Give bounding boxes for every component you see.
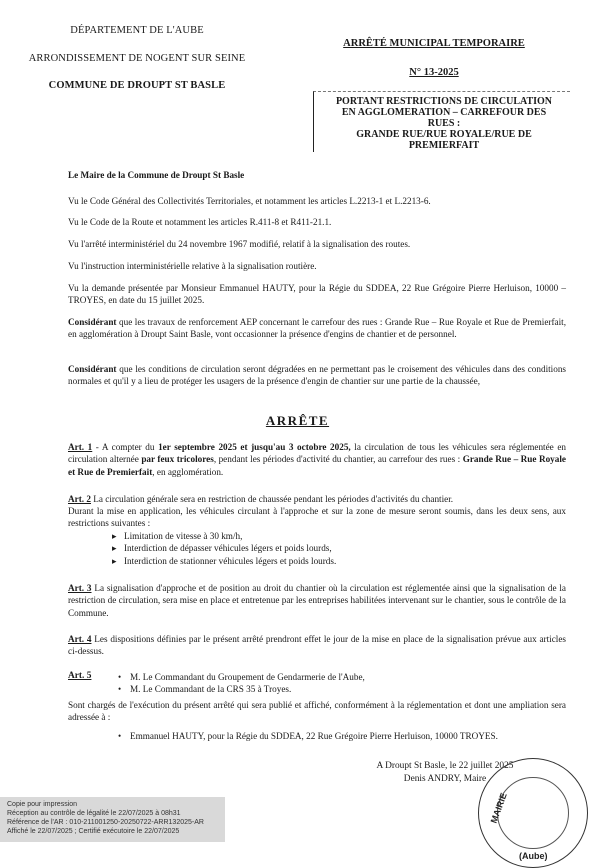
article-label: Art. 1: [68, 442, 93, 452]
article-text: La signalisation d'approche et de position au droit du chantier où la circulation est réglementée ainsi que la signalisation de la restriction de circulation, sera mise en place et entretenue par les entreprises habilitées intervenant sur le chantier, sous le contrôle de la Commune.: [68, 583, 566, 618]
article-text: La circulation générale sera en restriction de chaussée pendant les périodes d'activités du chantier.: [90, 494, 454, 504]
article-3: [68, 582, 566, 619]
vu-paragraph: Vu la demande présentée par Monsieur Emmanuel HAUTY, pour la Régie du SDDEA, 22 Rue Grégoire Pierre Herluison, 10000 – TROYES, en date du 15 juillet 2025.: [68, 283, 566, 306]
article-5-text: Sont chargés de l'exécution du présent arrêté qui sera publié et affiché, conformément à la réglementation et dont une ampliation sera adressée à :: [68, 700, 566, 723]
subject-line: RUES :: [427, 118, 461, 129]
signature-name: Denis ANDRY, Maire: [403, 774, 487, 784]
mayor-heading: Le Maire de la Commune de Droupt St Basle: [68, 170, 245, 180]
document-type: ARRÊTÉ MUNICIPAL TEMPORAIRE: [343, 38, 525, 49]
signature-place-date: A Droupt St Basle, le 22 juillet 2025: [376, 761, 514, 771]
footer-line: Réception au contrôle de légalité le 22/07/2025 à 08h31: [7, 810, 181, 817]
considerant-lead: Considérant: [68, 317, 117, 327]
article-4: [68, 633, 566, 658]
article-5-label: [68, 671, 91, 681]
list-item: ▸ Limitation de vitesse à 30 km/h,: [112, 530, 562, 542]
stamp-text: MAIRIE: [488, 791, 509, 825]
article-5-recipient: [118, 730, 566, 742]
arrondissement-title: ARRONDISSEMENT DE NOGENT SUR SEINE: [28, 53, 246, 64]
arrete-title: ARRÊTE: [265, 413, 330, 428]
footer-line: Copie pour impression: [7, 801, 78, 808]
list-item: • Emmanuel HAUTY, pour la Régie du SDDEA, 22 Rue Grégoire Pierre Herluison, 10000 TROYES.: [118, 730, 566, 742]
legality-footer: [0, 797, 225, 842]
article-text: , en agglomération.: [152, 466, 224, 477]
article-label: Art. 5: [68, 671, 92, 681]
footer-line: Affiché le 22/07/2025 ; Certifié exécutoire le 22/07/2025: [7, 828, 180, 835]
commune-title: COMMUNE DE DROUPT ST BASLE: [48, 80, 226, 91]
considerant-text: que les travaux de renforcement AEP concernant le carrefour des rues : Grande Rue – Rue Royale et Rue de Premierfait, en agglomération à Droupt Saint Basle, vont occasionner la présence d'engins de chantier et de personnel.: [68, 317, 566, 340]
considerant-paragraph: [68, 363, 566, 388]
stamp-text: (Aube): [519, 851, 548, 861]
article-text: - A compter du: [92, 442, 159, 452]
article-text: la circulation de tous les véhicules sera réglementée en circulation alternée: [68, 442, 566, 465]
vu-paragraph: Vu l'arrêté interministériel du 24 novembre 1967 modifié, relatif à la signalisation des routes.: [68, 239, 411, 249]
list-item: ▸ Interdiction de stationner véhicules légers et poids lourds.: [112, 555, 562, 567]
vu-paragraph: Vu le Code Général des Collectivités Territoriales, et notamment les articles L.2213-1 et L.2213-6.: [68, 196, 431, 206]
vu-paragraph: Vu le Code de la Route et notamment les articles R.411-8 et R411-21.1.: [68, 217, 332, 227]
article-1: [68, 441, 566, 478]
list-item: ▸ Interdiction de dépasser véhicules légers et poids lourds,: [112, 542, 562, 554]
subject-line: PORTANT RESTRICTIONS DE CIRCULATION: [335, 96, 553, 107]
considerant-text: que les conditions de circulation seront dégradées en ne permettant pas le croisement des véhicules dans des conditions normales et qu'il y a lieu de protéger les usagers de la présence d'engin de chantier sur une partie de la chaussée,: [68, 364, 566, 387]
list-item: • M. Le Commandant de la CRS 35 à Troyes.: [118, 683, 558, 695]
subject-box: [313, 91, 570, 152]
subject-line: PREMIERFAIT: [408, 140, 480, 151]
article-text: , pendant les périodes d'activité du chantier, au carrefour des rues :: [213, 454, 463, 465]
considerant-paragraph: [68, 316, 566, 341]
mairie-stamp: [478, 758, 588, 868]
article-label: Art. 2: [68, 494, 91, 504]
article-text-bold: Grande Rue – Rue Royale et Rue de Premierfait: [68, 454, 567, 477]
list-item: • M. Le Commandant du Groupement de Gendarmerie de l'Aube,: [118, 671, 558, 683]
article-5-list: [118, 671, 558, 696]
vu-paragraph: Vu l'instruction interministérielle relative à la signalisation routière.: [68, 261, 317, 271]
stamp-inner-ring: [497, 777, 569, 849]
footer-line: Référence de l'AR : 010-211001250-20250722-ARR132025-AR: [7, 819, 204, 826]
subject-line: EN AGGLOMERATION – CARREFOUR DES: [341, 107, 547, 118]
article-label: Art. 4: [68, 634, 92, 644]
article-text-bold: par feux tricolores: [141, 454, 214, 465]
article-2-list: [112, 530, 562, 567]
department-title: DÉPARTEMENT DE L'AUBE: [70, 25, 204, 36]
subject-line: GRANDE RUE/RUE ROYALE/RUE DE: [356, 129, 532, 140]
document-number: N° 13-2025: [409, 67, 459, 78]
article-2: [68, 493, 566, 505]
article-label: Art. 3: [68, 583, 92, 593]
article-date-range: 1er septembre 2025 et jusqu'au 3 octobre 2025,: [158, 442, 351, 452]
considerant-lead: Considérant: [68, 364, 117, 374]
article-text: Les dispositions définies par le présent arrêté prendront effet le jour de la mise en place de la signalisation prévue aux articles ci-dessus.: [68, 634, 566, 657]
article-2-details: Durant la mise en application, les véhicules circulant à l'approche et sur la zone de mesure seront soumis, dans les deux sens, aux restrictions suivantes :: [68, 506, 566, 529]
